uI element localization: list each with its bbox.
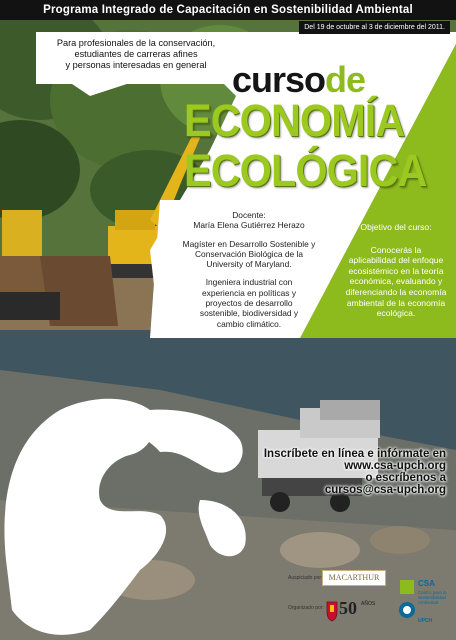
audience-line: Para profesionales de la conservación, [56,38,216,48]
audience-line: y personas interesadas en general [65,60,207,70]
objective-line: ambiental de la economía [346,297,446,308]
program-banner: Programa Integrado de Capacitación en Sostenibilidad Ambiental [0,0,456,20]
csa-full-name: Centro para la Sostenibilidad Ambiental [418,590,447,605]
teacher-degree: Conservación Biológica de la [194,248,303,259]
teacher-name: María Elena Gutiérrez Herazo [193,220,305,231]
fifty-years-text: AÑOS [361,601,376,607]
title-ecologica: ECOLÓGICA [184,145,427,196]
csa-acronym: CSA [418,579,435,588]
objective-line: ecosistémico en la teoría [348,265,444,276]
organizer-label: Organizado por: [288,605,324,611]
contact-block [256,448,446,496]
teacher-degree: Magíster en Desarrollo Sostenible y [182,238,316,249]
upch-label: UPCH [418,618,433,624]
contact-line: Inscríbete en línea e infórmate en [263,448,446,460]
website-link[interactable]: www.csa-upch.org [344,460,446,472]
macarthur-logo: MACARTHUR [322,570,386,586]
teacher-label: Docente: [232,210,266,220]
title-economia: ECONOMÍA [184,95,405,146]
sponsor-label: Auspiciado por: [288,575,323,581]
objective-line: económica, evaluando y [349,276,443,287]
audience-text [46,38,226,71]
course-dates: Del 19 de octubre al 3 de diciembre del 2011. [299,21,450,34]
objective-line: Conocerás la [370,244,422,255]
fifty-years-logo [325,598,381,624]
crest-icon [325,600,339,622]
teacher-degree: University of Maryland. [206,259,292,270]
teacher-experience: cambio climático. [216,318,282,329]
contact-line: o escríbenos a [365,472,446,484]
course-label [232,59,366,100]
course-word: curso [232,59,326,100]
teacher-experience: Ingeniera industrial con [205,277,293,288]
teacher-experience: experiencia en políticas y [201,287,297,298]
csa-emblem-icon [398,578,418,628]
audience-line: estudiantes de carreras afines [74,49,198,59]
objective-block [340,222,452,319]
teacher-experience: proyectos de desarrollo [205,298,293,309]
teacher-block [170,210,328,337]
objective-line: aplicabilidad del enfoque [348,255,444,266]
objective-line: ecológica. [376,308,416,319]
objective-line: diferenciando la economía [345,286,447,297]
teacher-experience: sostenible, biodiversidad y [199,308,299,319]
objective-heading: Objetivo del curso: [360,222,432,232]
course-word-de: de [325,59,366,100]
email-link[interactable]: cursos@csa-upch.org [324,484,446,496]
csa-logo [398,578,450,634]
fifty-number: 50 [339,598,357,618]
